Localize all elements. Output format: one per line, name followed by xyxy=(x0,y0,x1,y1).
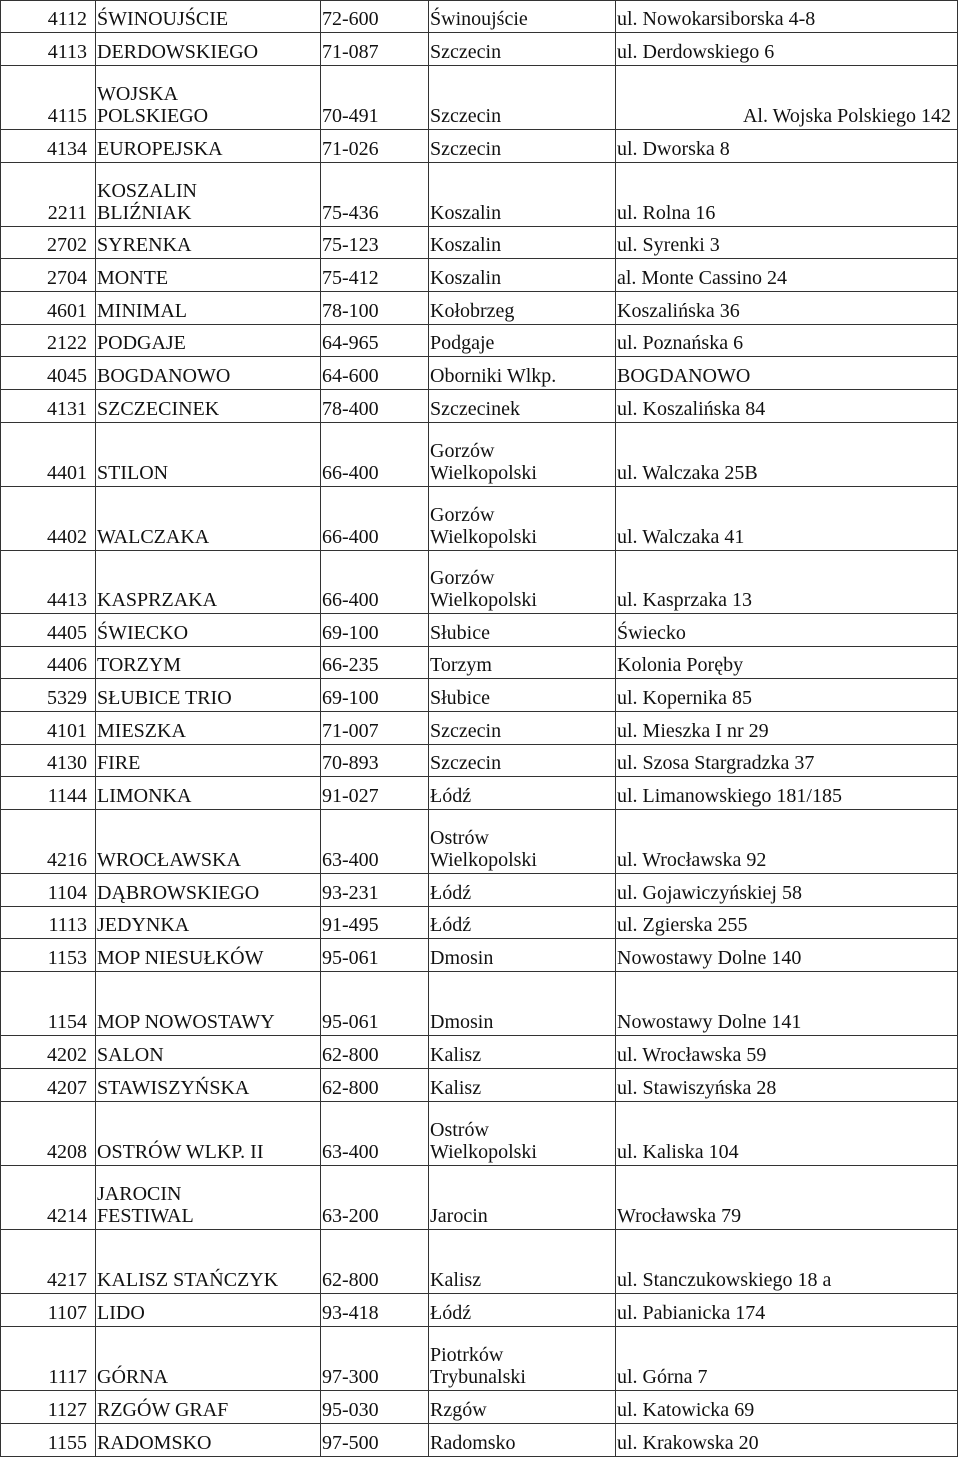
store-name-cell: PODGAJE xyxy=(96,325,321,357)
postal-code-cell: 62-800 xyxy=(321,1036,429,1069)
city-cell: Szczecin xyxy=(429,712,616,745)
store-name-cell: RADOMSKO xyxy=(96,1424,321,1457)
table-row xyxy=(1,227,958,259)
store-number-cell: 4405 xyxy=(1,614,96,647)
table-row xyxy=(1,130,958,163)
store-number-cell: 5329 xyxy=(1,679,96,712)
store-name-cell: SALON xyxy=(96,1036,321,1069)
store-name-cell: KOSZALIN BLIŹNIAK xyxy=(96,163,321,227)
table-row xyxy=(1,259,958,292)
table-row xyxy=(1,712,958,745)
store-number-cell: 1144 xyxy=(1,777,96,810)
address-cell: Al. Wojska Polskiego 142 xyxy=(616,66,958,130)
postal-code-cell: 75-436 xyxy=(321,163,429,227)
postal-code-cell: 93-418 xyxy=(321,1294,429,1327)
store-number-cell: 1153 xyxy=(1,939,96,972)
table-row xyxy=(1,357,958,390)
store-number-cell: 4208 xyxy=(1,1102,96,1166)
address-cell: ul. Dworska 8 xyxy=(616,130,958,163)
store-name-cell: KALISZ STAŃCZYK xyxy=(96,1230,321,1294)
city-cell: Rzgów xyxy=(429,1391,616,1424)
address-cell: ul. Wrocławska 59 xyxy=(616,1036,958,1069)
table-row xyxy=(1,163,958,227)
table-row xyxy=(1,874,958,907)
postal-code-cell: 63-400 xyxy=(321,810,429,874)
store-name-cell: STILON xyxy=(96,423,321,487)
table-row xyxy=(1,745,958,777)
address-cell: ul. Nowokarsiborska 4-8 xyxy=(616,1,958,33)
address-cell: ul. Szosa Stargradzka 37 xyxy=(616,745,958,777)
postal-code-cell: 71-026 xyxy=(321,130,429,163)
address-cell: Nowostawy Dolne 141 xyxy=(616,972,958,1036)
postal-code-cell: 66-400 xyxy=(321,551,429,614)
postal-code-cell: 66-400 xyxy=(321,487,429,551)
store-number-cell: 4101 xyxy=(1,712,96,745)
postal-code-cell: 78-400 xyxy=(321,390,429,423)
address-cell: Nowostawy Dolne 140 xyxy=(616,939,958,972)
store-number-cell: 2211 xyxy=(1,163,96,227)
city-cell: Piotrków Trybunalski xyxy=(429,1327,616,1391)
store-name-cell: EUROPEJSKA xyxy=(96,130,321,163)
store-name-cell: WALCZAKA xyxy=(96,487,321,551)
city-cell: Koszalin xyxy=(429,227,616,259)
store-name-cell: DĄBROWSKIEGO xyxy=(96,874,321,907)
store-number-cell: 4207 xyxy=(1,1069,96,1102)
store-name-cell: SŁUBICE TRIO xyxy=(96,679,321,712)
store-number-cell: 4131 xyxy=(1,390,96,423)
postal-code-cell: 91-495 xyxy=(321,907,429,939)
postal-code-cell: 62-800 xyxy=(321,1230,429,1294)
table-row xyxy=(1,1391,958,1424)
store-name-cell: BOGDANOWO xyxy=(96,357,321,390)
store-number-cell: 4214 xyxy=(1,1166,96,1230)
city-cell: Słubice xyxy=(429,679,616,712)
store-name-cell: MONTE xyxy=(96,259,321,292)
store-number-cell: 4115 xyxy=(1,66,96,130)
store-number-cell: 1127 xyxy=(1,1391,96,1424)
address-cell: ul. Zgierska 255 xyxy=(616,907,958,939)
table-row xyxy=(1,777,958,810)
store-number-cell: 1107 xyxy=(1,1294,96,1327)
table-row xyxy=(1,292,958,325)
store-name-cell: MINIMAL xyxy=(96,292,321,325)
store-name-cell: DERDOWSKIEGO xyxy=(96,33,321,66)
table-row xyxy=(1,810,958,874)
address-cell: al. Monte Cassino 24 xyxy=(616,259,958,292)
store-number-cell: 4406 xyxy=(1,647,96,679)
address-cell: ul. Krakowska 20 xyxy=(616,1424,958,1457)
store-name-cell: FIRE xyxy=(96,745,321,777)
store-name-cell: RZGÓW GRAF xyxy=(96,1391,321,1424)
store-name-cell: JEDYNKA xyxy=(96,907,321,939)
address-cell: ul. Kaliska 104 xyxy=(616,1102,958,1166)
address-cell: BOGDANOWO xyxy=(616,357,958,390)
city-cell: Łódź xyxy=(429,777,616,810)
city-cell: Radomsko xyxy=(429,1424,616,1457)
city-cell: Szczecin xyxy=(429,130,616,163)
city-cell: Szczecin xyxy=(429,745,616,777)
postal-code-cell: 75-412 xyxy=(321,259,429,292)
store-number-cell: 4413 xyxy=(1,551,96,614)
store-name-cell: JAROCIN FESTIWAL xyxy=(96,1166,321,1230)
table-row xyxy=(1,679,958,712)
table-row xyxy=(1,1,958,33)
store-number-cell: 4130 xyxy=(1,745,96,777)
city-cell: Kalisz xyxy=(429,1036,616,1069)
table-row xyxy=(1,551,958,614)
postal-code-cell: 93-231 xyxy=(321,874,429,907)
postal-code-cell: 75-123 xyxy=(321,227,429,259)
postal-code-cell: 95-061 xyxy=(321,939,429,972)
postal-code-cell: 72-600 xyxy=(321,1,429,33)
table-row xyxy=(1,487,958,551)
store-number-cell: 4216 xyxy=(1,810,96,874)
city-cell: Łódź xyxy=(429,1294,616,1327)
address-cell: ul. Górna 7 xyxy=(616,1327,958,1391)
store-name-cell: STAWISZYŃSKA xyxy=(96,1069,321,1102)
address-cell: ul. Stawiszyńska 28 xyxy=(616,1069,958,1102)
city-cell: Łódź xyxy=(429,907,616,939)
address-cell: ul. Syrenki 3 xyxy=(616,227,958,259)
table-row xyxy=(1,390,958,423)
address-cell: ul. Katowicka 69 xyxy=(616,1391,958,1424)
store-table-body xyxy=(1,1,958,1457)
address-cell: ul. Pabianicka 174 xyxy=(616,1294,958,1327)
table-row xyxy=(1,325,958,357)
table-row xyxy=(1,1327,958,1391)
address-cell: ul. Derdowskiego 6 xyxy=(616,33,958,66)
store-name-cell: MIESZKA xyxy=(96,712,321,745)
table-row xyxy=(1,647,958,679)
address-cell: ul. Stanczukowskiego 18 a xyxy=(616,1230,958,1294)
store-number-cell: 1117 xyxy=(1,1327,96,1391)
city-cell: Oborniki Wlkp. xyxy=(429,357,616,390)
postal-code-cell: 69-100 xyxy=(321,614,429,647)
city-cell: Kalisz xyxy=(429,1069,616,1102)
city-cell: Szczecinek xyxy=(429,390,616,423)
table-row xyxy=(1,1294,958,1327)
table-row xyxy=(1,1230,958,1294)
table-row xyxy=(1,1069,958,1102)
store-number-cell: 4113 xyxy=(1,33,96,66)
store-name-cell: MOP NOWOSTAWY xyxy=(96,972,321,1036)
postal-code-cell: 95-061 xyxy=(321,972,429,1036)
store-name-cell: ŚWIECKO xyxy=(96,614,321,647)
store-number-cell: 4601 xyxy=(1,292,96,325)
address-cell: Koszalińska 36 xyxy=(616,292,958,325)
postal-code-cell: 97-300 xyxy=(321,1327,429,1391)
store-number-cell: 4202 xyxy=(1,1036,96,1069)
store-number-cell: 2122 xyxy=(1,325,96,357)
store-number-cell: 2704 xyxy=(1,259,96,292)
address-cell: Wrocławska 79 xyxy=(616,1166,958,1230)
city-cell: Kołobrzeg xyxy=(429,292,616,325)
city-cell: Kalisz xyxy=(429,1230,616,1294)
store-number-cell: 4217 xyxy=(1,1230,96,1294)
postal-code-cell: 70-491 xyxy=(321,66,429,130)
store-number-cell: 4112 xyxy=(1,1,96,33)
postal-code-cell: 95-030 xyxy=(321,1391,429,1424)
address-cell: ul. Walczaka 41 xyxy=(616,487,958,551)
postal-code-cell: 63-200 xyxy=(321,1166,429,1230)
city-cell: Koszalin xyxy=(429,163,616,227)
store-number-cell: 1113 xyxy=(1,907,96,939)
table-row xyxy=(1,1036,958,1069)
store-name-cell: ŚWINOUJŚCIE xyxy=(96,1,321,33)
store-number-cell: 1155 xyxy=(1,1424,96,1457)
postal-code-cell: 66-235 xyxy=(321,647,429,679)
address-cell: ul. Poznańska 6 xyxy=(616,325,958,357)
city-cell: Gorzów Wielkopolski xyxy=(429,487,616,551)
address-cell: ul. Kasprzaka 13 xyxy=(616,551,958,614)
city-cell: Koszalin xyxy=(429,259,616,292)
store-name-cell: SZCZECINEK xyxy=(96,390,321,423)
postal-code-cell: 70-893 xyxy=(321,745,429,777)
store-number-cell: 4134 xyxy=(1,130,96,163)
address-cell: Świecko xyxy=(616,614,958,647)
city-cell: Świnoujście xyxy=(429,1,616,33)
store-number-cell: 1104 xyxy=(1,874,96,907)
store-name-cell: WOJSKA POLSKIEGO xyxy=(96,66,321,130)
table-row xyxy=(1,972,958,1036)
store-number-cell: 4045 xyxy=(1,357,96,390)
postal-code-cell: 63-400 xyxy=(321,1102,429,1166)
city-cell: Łódź xyxy=(429,874,616,907)
store-name-cell: KASPRZAKA xyxy=(96,551,321,614)
table-row xyxy=(1,66,958,130)
store-name-cell: TORZYM xyxy=(96,647,321,679)
postal-code-cell: 62-800 xyxy=(321,1069,429,1102)
store-number-cell: 4402 xyxy=(1,487,96,551)
address-cell: Kolonia Poręby xyxy=(616,647,958,679)
store-number-cell: 1154 xyxy=(1,972,96,1036)
city-cell: Torzym xyxy=(429,647,616,679)
postal-code-cell: 64-600 xyxy=(321,357,429,390)
table-row xyxy=(1,1166,958,1230)
city-cell: Gorzów Wielkopolski xyxy=(429,551,616,614)
store-name-cell: OSTRÓW WLKP. II xyxy=(96,1102,321,1166)
city-cell: Dmosin xyxy=(429,972,616,1036)
postal-code-cell: 64-965 xyxy=(321,325,429,357)
store-name-cell: GÓRNA xyxy=(96,1327,321,1391)
address-cell: ul. Koszalińska 84 xyxy=(616,390,958,423)
address-cell: ul. Mieszka I nr 29 xyxy=(616,712,958,745)
table-row xyxy=(1,1102,958,1166)
store-name-cell: WROCŁAWSKA xyxy=(96,810,321,874)
postal-code-cell: 91-027 xyxy=(321,777,429,810)
table-row xyxy=(1,939,958,972)
city-cell: Ostrów Wielkopolski xyxy=(429,1102,616,1166)
city-cell: Słubice xyxy=(429,614,616,647)
city-cell: Dmosin xyxy=(429,939,616,972)
postal-code-cell: 69-100 xyxy=(321,679,429,712)
city-cell: Ostrów Wielkopolski xyxy=(429,810,616,874)
postal-code-cell: 66-400 xyxy=(321,423,429,487)
city-cell: Szczecin xyxy=(429,66,616,130)
city-cell: Szczecin xyxy=(429,33,616,66)
address-cell: ul. Kopernika 85 xyxy=(616,679,958,712)
city-cell: Jarocin xyxy=(429,1166,616,1230)
address-cell: ul. Walczaka 25B xyxy=(616,423,958,487)
store-number-cell: 2702 xyxy=(1,227,96,259)
table-row xyxy=(1,33,958,66)
table-row xyxy=(1,614,958,647)
store-name-cell: LIMONKA xyxy=(96,777,321,810)
postal-code-cell: 71-087 xyxy=(321,33,429,66)
table-row xyxy=(1,423,958,487)
address-cell: ul. Wrocławska 92 xyxy=(616,810,958,874)
postal-code-cell: 97-500 xyxy=(321,1424,429,1457)
table-row xyxy=(1,907,958,939)
postal-code-cell: 78-100 xyxy=(321,292,429,325)
postal-code-cell: 71-007 xyxy=(321,712,429,745)
store-name-cell: LIDO xyxy=(96,1294,321,1327)
store-number-cell: 4401 xyxy=(1,423,96,487)
address-cell: ul. Limanowskiego 181/185 xyxy=(616,777,958,810)
address-cell: ul. Rolna 16 xyxy=(616,163,958,227)
store-name-cell: MOP NIESUŁKÓW xyxy=(96,939,321,972)
city-cell: Podgaje xyxy=(429,325,616,357)
address-cell: ul. Gojawiczyńskiej 58 xyxy=(616,874,958,907)
table-row xyxy=(1,1424,958,1457)
store-name-cell: SYRENKA xyxy=(96,227,321,259)
city-cell: Gorzów Wielkopolski xyxy=(429,423,616,487)
